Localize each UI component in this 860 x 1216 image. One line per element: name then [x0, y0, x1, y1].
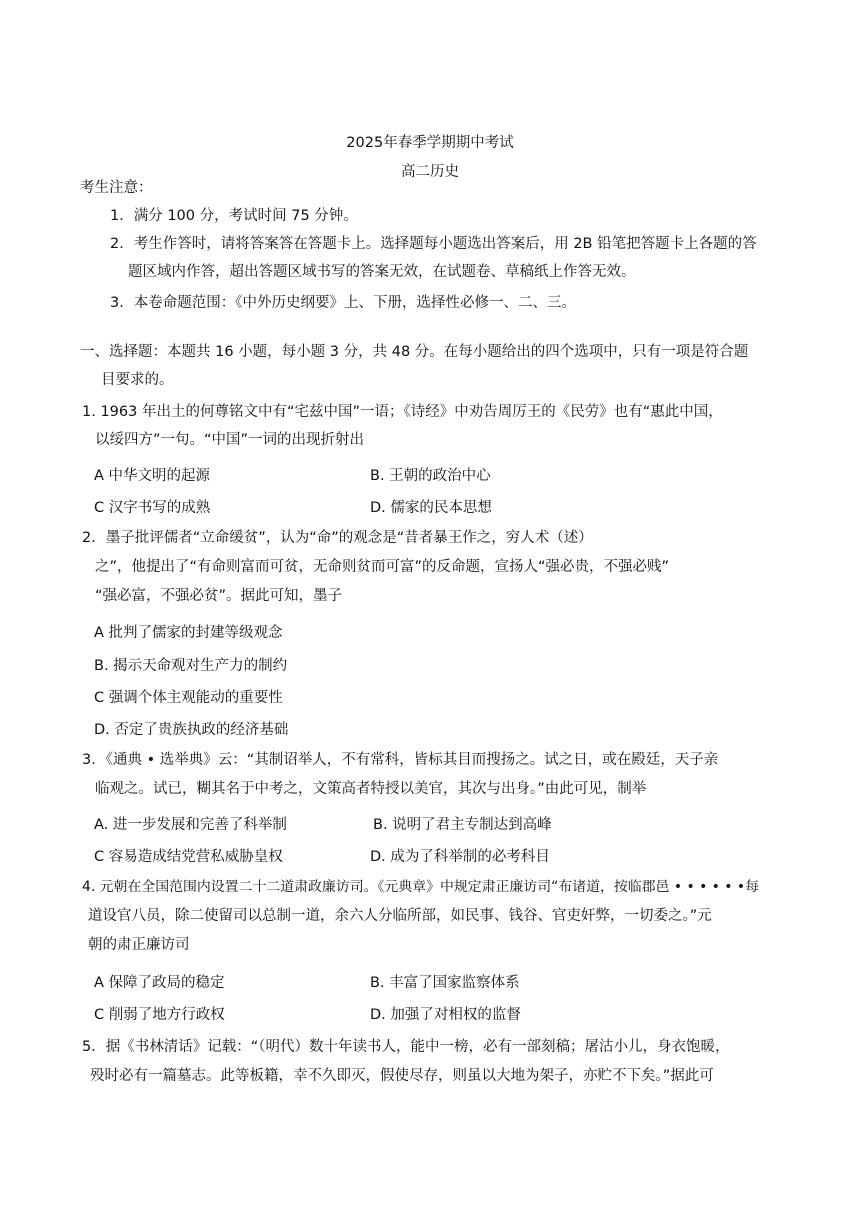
question-stem-line: 道设官八员，除二使留司以总制一道，余六人分临所部，如民事、钱谷、官吏奸弊，一切委之。”元 [88, 908, 712, 924]
exam-title: 2025年春季学期期中考试 [346, 135, 514, 151]
notice-item: 2．考生作答时，请将答案答在答题卡上。选择题每小题选出答案后，用 2B 铅笔把答题卡上各题的答 [110, 236, 757, 252]
notice-item-continuation: 题区域内作答，超出答题区域书写的答案无效，在试题卷、草稿纸上作答无效。 [128, 264, 636, 280]
option-c: C 汉字书写的成熟 [94, 500, 211, 516]
option-a: A 批判了儒家的封建等级观念 [94, 625, 283, 641]
section-heading-continuation: 目要求的。 [101, 372, 174, 388]
option-c: C 容易造成结党营私威胁皇权 [94, 849, 283, 865]
notice-item: 1．满分 100 分，考试时间 75 分钟。 [110, 208, 358, 224]
question-stem-line: “强必富，不强必贫”。据此可知，墨子 [95, 588, 343, 604]
question-stem-line: 之”，他提出了“有命则富而可贫，无命则贫而可富”的反命题，宣扬人“强必贵，不强必贱” [95, 559, 670, 575]
section-heading: 一、选择题：本题共 16 小题，每小题 3 分，共 48 分。在每小题给出的四个选项中，只有一项是符合题 [80, 344, 749, 360]
question-stem-line: 1. 1963 年出土的何尊铭文中有“宅兹中国”一语；《诗经》中劝告周厉王的《民劳》也有“惠此中国， [82, 404, 723, 420]
option-d: D. 儒家的民本思想 [370, 500, 492, 516]
question-stem-line: 5．据《书林清话》记载：“（明代）数十年读书人，能中一榜，必有一部刻稿；屠沽小儿，身衣饱暖， [82, 1039, 730, 1055]
question-stem-line: 2．墨子批评儒者“立命缓贫”，认为“命”的观念是“昔者暴王作之，穷人术（述） [82, 530, 593, 546]
option-b: B. 揭示天命观对生产力的制约 [94, 658, 288, 674]
notice-heading: 考生注意： [80, 180, 153, 196]
question-stem-line: 殁时必有一篇墓志。此等板籍，幸不久即灭，假使尽存，则虽以大地为架子，亦贮不下矣。”据此可 [90, 1068, 714, 1084]
option-a: A. 进一步发展和完善了科举制 [94, 817, 287, 833]
option-d: D. 加强了对相权的监督 [370, 1007, 521, 1023]
option-b: B. 王朝的政治中心 [370, 468, 491, 484]
option-d: D. 成为了科举制的必考科目 [370, 849, 550, 865]
question-stem-line: 以绥四方”一句。“中国”一词的出现折射出 [95, 432, 365, 448]
option-a: A 保障了政局的稳定 [94, 975, 225, 991]
option-a: A 中华文明的起源 [94, 468, 211, 484]
question-stem-line: 临观之。试已，糊其名于中考之，文策高者特授以美官，其次与出身。”由此可见，制举 [95, 781, 647, 797]
option-d: D. 否定了贵族执政的经济基础 [94, 722, 289, 738]
option-c: C 强调个体主观能动的重要性 [94, 690, 283, 706]
exam-subject: 高二历史 [401, 164, 459, 180]
notice-item: 3．本卷命题范围：《中外历史纲要》上、下册，选择性必修一、二、三。 [110, 295, 576, 311]
option-b: B. 说明了君主专制达到高峰 [373, 817, 552, 833]
question-stem-line: 3．《通典 • 选举典》云：“其制诏举人，不有常科，皆标其目而搜扬之。试之日，或在殿廷，天子亲 [82, 752, 719, 768]
question-stem-line: 4. 元朝在全国范围内设置二十二道肃政廉访司。《元典章》中规定肃正廉访司“布诸道，按临郡邑 • • • • • •每 [82, 879, 759, 895]
option-b: B. 丰富了国家监察体系 [370, 975, 520, 991]
option-c: C 削弱了地方行政权 [94, 1007, 225, 1023]
question-stem-line: 朝的肃正廉访司 [88, 937, 190, 953]
